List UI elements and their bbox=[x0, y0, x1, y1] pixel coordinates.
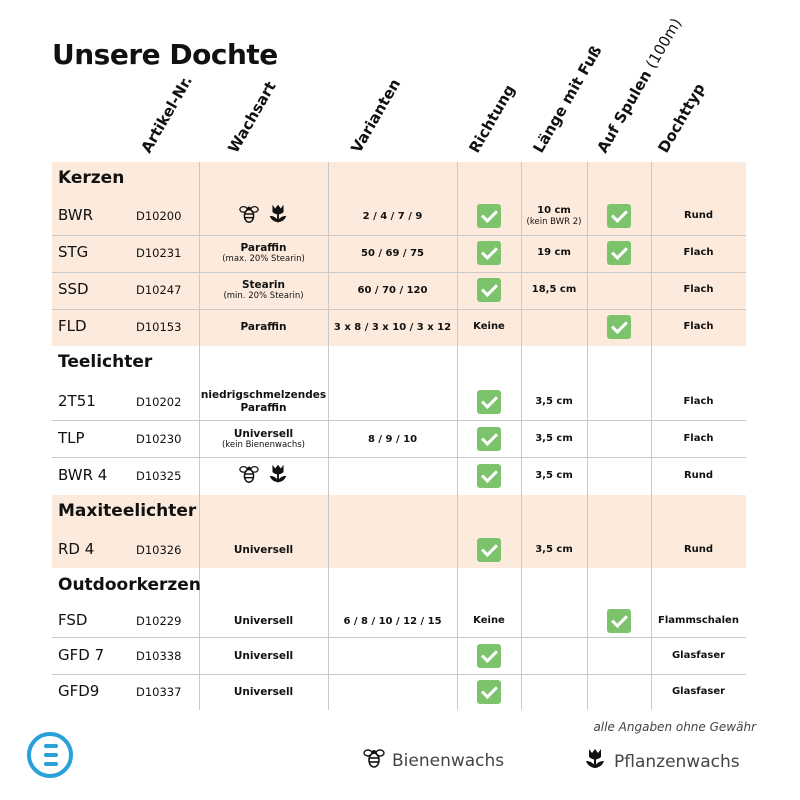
laenge-cell bbox=[521, 309, 587, 345]
wachsart-text bbox=[234, 650, 293, 663]
laenge-text bbox=[535, 433, 573, 445]
checkmark-icon bbox=[477, 680, 501, 704]
table-row bbox=[0, 272, 800, 308]
checkmark-icon bbox=[477, 241, 501, 265]
laenge-cell bbox=[521, 198, 587, 234]
spulen-cell bbox=[587, 421, 651, 457]
varianten-value: 8 / 9 / 10 bbox=[367, 433, 418, 445]
spulen-cell bbox=[587, 235, 651, 271]
laenge-note: (kein BWR 2) bbox=[526, 216, 582, 227]
row-name: STG bbox=[58, 243, 89, 261]
wachsart-note: (max. 20% Stearin) bbox=[222, 254, 305, 265]
varianten-value: 3 x 8 / 3 x 10 / 3 x 12 bbox=[333, 321, 452, 333]
spulen-cell bbox=[587, 458, 651, 494]
wachsart-value: Paraffin bbox=[240, 320, 287, 333]
wachsart-text bbox=[222, 242, 305, 265]
wachsart-value: Paraffin bbox=[240, 241, 287, 254]
row-name: GFD 7 bbox=[58, 646, 105, 664]
wachsart-cell bbox=[199, 272, 328, 308]
spulen-cell bbox=[587, 532, 651, 568]
richtung-cell bbox=[457, 603, 521, 639]
wachsart-value: Stearin bbox=[241, 278, 286, 291]
article-number: D10247 bbox=[136, 283, 182, 297]
article-number: D10337 bbox=[136, 685, 182, 699]
table-row bbox=[0, 309, 800, 345]
table-row bbox=[0, 458, 800, 494]
wachsart-cell bbox=[199, 532, 328, 568]
dochttyp-value: Rund bbox=[683, 544, 714, 555]
wachsart-cell bbox=[199, 674, 328, 710]
col-dochttyp: Dochttyp bbox=[654, 80, 709, 156]
wachsart-value: Universell bbox=[233, 427, 294, 440]
dochttyp-value: Rund bbox=[683, 210, 714, 221]
article-number: D10153 bbox=[136, 320, 182, 334]
dochttyp-value: Flach bbox=[683, 321, 714, 332]
dochttyp-cell bbox=[651, 532, 746, 568]
laenge-value: 3,5 cm bbox=[535, 396, 573, 407]
varianten-value: 2 / 4 / 7 / 9 bbox=[362, 210, 423, 222]
legend-bienenwachs bbox=[362, 746, 504, 775]
table-row bbox=[0, 603, 800, 639]
row-name: RD 4 bbox=[58, 540, 95, 558]
laenge-cell bbox=[521, 674, 587, 710]
col-laenge: Länge mit Fuß bbox=[529, 42, 606, 156]
laenge-text bbox=[532, 284, 577, 296]
laenge-value: 18,5 cm bbox=[531, 284, 577, 295]
dochttyp-cell bbox=[651, 674, 746, 710]
richtung-cell bbox=[457, 638, 521, 674]
wachsart-text bbox=[201, 389, 326, 414]
checkmark-icon bbox=[477, 390, 501, 414]
row-name: GFD9 bbox=[58, 682, 100, 700]
laenge-cell bbox=[521, 603, 587, 639]
tulip-icon bbox=[266, 202, 290, 230]
article-number: D10230 bbox=[136, 432, 182, 446]
varianten-cell bbox=[328, 384, 457, 420]
laenge-cell bbox=[521, 235, 587, 271]
wachsart-text bbox=[223, 279, 303, 302]
wachsart-cell bbox=[199, 421, 328, 457]
dochttyp-value: Flach bbox=[683, 284, 714, 295]
varianten-cell bbox=[328, 309, 457, 345]
laenge-cell bbox=[521, 532, 587, 568]
row-name: BWR 4 bbox=[58, 466, 108, 484]
laenge-cell bbox=[521, 384, 587, 420]
checkmark-icon bbox=[607, 204, 631, 228]
richtung-cell bbox=[457, 272, 521, 308]
disclaimer: alle Angaben ohne Gewähr bbox=[593, 720, 756, 734]
article-number: D10200 bbox=[136, 209, 182, 223]
article-number: D10338 bbox=[136, 649, 182, 663]
section-kerzen: Kerzen bbox=[58, 168, 125, 188]
laenge-text bbox=[527, 205, 582, 227]
wachsart-value-line2: Paraffin bbox=[240, 402, 287, 414]
bee-icon bbox=[238, 203, 260, 229]
table-row bbox=[0, 421, 800, 457]
laenge-value: 3,5 cm bbox=[535, 470, 573, 481]
col-varianten: Varianten bbox=[347, 75, 405, 156]
wachsart-value: Universell bbox=[233, 649, 294, 662]
richtung-cell bbox=[457, 235, 521, 271]
laenge-cell bbox=[521, 421, 587, 457]
checkmark-icon bbox=[477, 464, 501, 488]
wachsart-value: Universell bbox=[233, 614, 294, 627]
wachsart-cell bbox=[199, 235, 328, 271]
col-richtung: Richtung bbox=[465, 81, 519, 156]
wachsart-cell bbox=[199, 638, 328, 674]
col-spulen-label: Auf Spulen bbox=[593, 67, 656, 156]
richtung-cell bbox=[457, 458, 521, 494]
row-name: BWR bbox=[58, 206, 94, 224]
legend-pflanzenwachs bbox=[582, 746, 740, 777]
richtung-cell bbox=[457, 384, 521, 420]
dochttyp-cell bbox=[651, 235, 746, 271]
wachsart-cell bbox=[199, 309, 328, 345]
col-spulen-note: (100m) bbox=[642, 14, 686, 72]
dochttyp-cell bbox=[651, 384, 746, 420]
article-number: D10325 bbox=[136, 469, 182, 483]
laenge-value: 3,5 cm bbox=[535, 544, 573, 555]
checkmark-icon bbox=[477, 538, 501, 562]
table-row bbox=[0, 235, 800, 271]
laenge-cell bbox=[521, 458, 587, 494]
article-number: D10326 bbox=[136, 543, 182, 557]
varianten-cell bbox=[328, 235, 457, 271]
varianten-cell bbox=[328, 198, 457, 234]
wachsart-text bbox=[241, 321, 287, 334]
table-row bbox=[0, 384, 800, 420]
richtung-cell bbox=[457, 532, 521, 568]
spulen-cell bbox=[587, 638, 651, 674]
spulen-cell bbox=[587, 198, 651, 234]
logo-bar bbox=[44, 762, 58, 766]
article-number: D10202 bbox=[136, 395, 182, 409]
checkmark-icon bbox=[607, 241, 631, 265]
spulen-cell bbox=[587, 384, 651, 420]
dochttyp-cell bbox=[651, 421, 746, 457]
wachsart-value: Universell bbox=[233, 543, 294, 556]
dochttyp-value: Flach bbox=[683, 433, 714, 444]
varianten-value: 60 / 70 / 120 bbox=[357, 284, 428, 296]
tulip-icon bbox=[582, 746, 608, 777]
dochttyp-cell bbox=[651, 458, 746, 494]
laenge-value: 10 cm bbox=[537, 204, 571, 216]
wachsart-note: (min. 20% Stearin) bbox=[223, 291, 304, 302]
varianten-cell bbox=[328, 421, 457, 457]
legend-pflanzenwachs-label: Pflanzenwachs bbox=[614, 751, 740, 772]
table-row bbox=[0, 198, 800, 234]
laenge-text bbox=[537, 247, 571, 259]
tulip-icon bbox=[266, 462, 290, 490]
checkmark-icon bbox=[607, 315, 631, 339]
dochttyp-value: Flach bbox=[683, 396, 714, 407]
row-name: FLD bbox=[58, 317, 87, 335]
logo-bar bbox=[44, 744, 58, 748]
wachsart-cell bbox=[199, 384, 328, 420]
laenge-text bbox=[535, 470, 573, 482]
varianten-cell bbox=[328, 532, 457, 568]
dochttyp-value: Flach bbox=[683, 247, 714, 258]
col-artikel: Artikel-Nr. bbox=[137, 72, 196, 156]
wachsart-note: (kein Bienenwachs) bbox=[221, 440, 305, 451]
richtung-cell bbox=[457, 421, 521, 457]
varianten-value: 50 / 69 / 75 bbox=[361, 247, 424, 259]
richtung-cell bbox=[457, 198, 521, 234]
col-wachsart: Wachsart bbox=[224, 78, 280, 156]
row-name: 2T51 bbox=[58, 392, 96, 410]
page-title: Unsere Dochte bbox=[52, 38, 278, 71]
laenge-text bbox=[535, 396, 573, 408]
dochttyp-cell bbox=[651, 309, 746, 345]
richtung-value: Keine bbox=[473, 615, 505, 626]
spulen-cell bbox=[587, 603, 651, 639]
varianten-value: 6 / 8 / 10 / 12 / 15 bbox=[343, 615, 442, 627]
richtung-value: Keine bbox=[473, 321, 505, 332]
wachsart-text bbox=[234, 544, 293, 557]
row-name: TLP bbox=[58, 429, 85, 447]
wachsart-text bbox=[222, 428, 305, 451]
wachsart-text bbox=[234, 686, 293, 699]
article-number: D10229 bbox=[136, 614, 182, 628]
laenge-text bbox=[535, 544, 573, 556]
dochttyp-value: Flammschalen bbox=[658, 615, 739, 626]
dochttyp-value: Glasfaser bbox=[671, 650, 726, 661]
bee-icon bbox=[238, 463, 260, 489]
checkmark-icon bbox=[477, 644, 501, 668]
bee-icon bbox=[362, 746, 386, 775]
dochttyp-cell bbox=[651, 272, 746, 308]
legend-bienenwachs-label: Bienenwachs bbox=[392, 750, 505, 771]
table-row bbox=[0, 674, 800, 710]
wachsart-cell bbox=[199, 198, 328, 234]
article-number: D10231 bbox=[136, 246, 182, 260]
row-name: SSD bbox=[58, 280, 89, 298]
wachsart-cell bbox=[199, 603, 328, 639]
varianten-cell bbox=[328, 674, 457, 710]
checkmark-icon bbox=[477, 427, 501, 451]
dochttyp-cell bbox=[651, 198, 746, 234]
laenge-cell bbox=[521, 272, 587, 308]
laenge-value: 19 cm bbox=[537, 247, 571, 258]
row-name: FSD bbox=[58, 611, 88, 629]
spulen-cell bbox=[587, 309, 651, 345]
logo-bar bbox=[44, 753, 58, 757]
wachsart-cell bbox=[199, 458, 328, 494]
section-teelichter: Teelichter bbox=[58, 352, 153, 372]
checkmark-icon bbox=[477, 278, 501, 302]
varianten-cell bbox=[328, 272, 457, 308]
spulen-cell bbox=[587, 272, 651, 308]
spulen-cell bbox=[587, 674, 651, 710]
table-row bbox=[0, 532, 800, 568]
wachsart-text bbox=[234, 615, 293, 628]
varianten-cell bbox=[328, 458, 457, 494]
checkmark-icon bbox=[607, 609, 631, 633]
wachsart-value: Universell bbox=[233, 685, 294, 698]
richtung-cell bbox=[457, 674, 521, 710]
brand-logo bbox=[27, 732, 73, 778]
dochttyp-value: Glasfaser bbox=[671, 686, 726, 697]
dochttyp-cell bbox=[651, 638, 746, 674]
dochttyp-cell bbox=[651, 603, 746, 639]
laenge-cell bbox=[521, 638, 587, 674]
varianten-cell bbox=[328, 603, 457, 639]
laenge-value: 3,5 cm bbox=[535, 433, 573, 444]
richtung-cell bbox=[457, 309, 521, 345]
checkmark-icon bbox=[477, 204, 501, 228]
wachsart-value: niedrigschmelzendes bbox=[200, 389, 327, 402]
section-maxi: Maxiteelichter bbox=[58, 501, 197, 521]
varianten-cell bbox=[328, 638, 457, 674]
table-row bbox=[0, 638, 800, 674]
section-outdoor: Outdoorkerzen bbox=[58, 575, 201, 595]
dochttyp-value: Rund bbox=[683, 470, 714, 481]
